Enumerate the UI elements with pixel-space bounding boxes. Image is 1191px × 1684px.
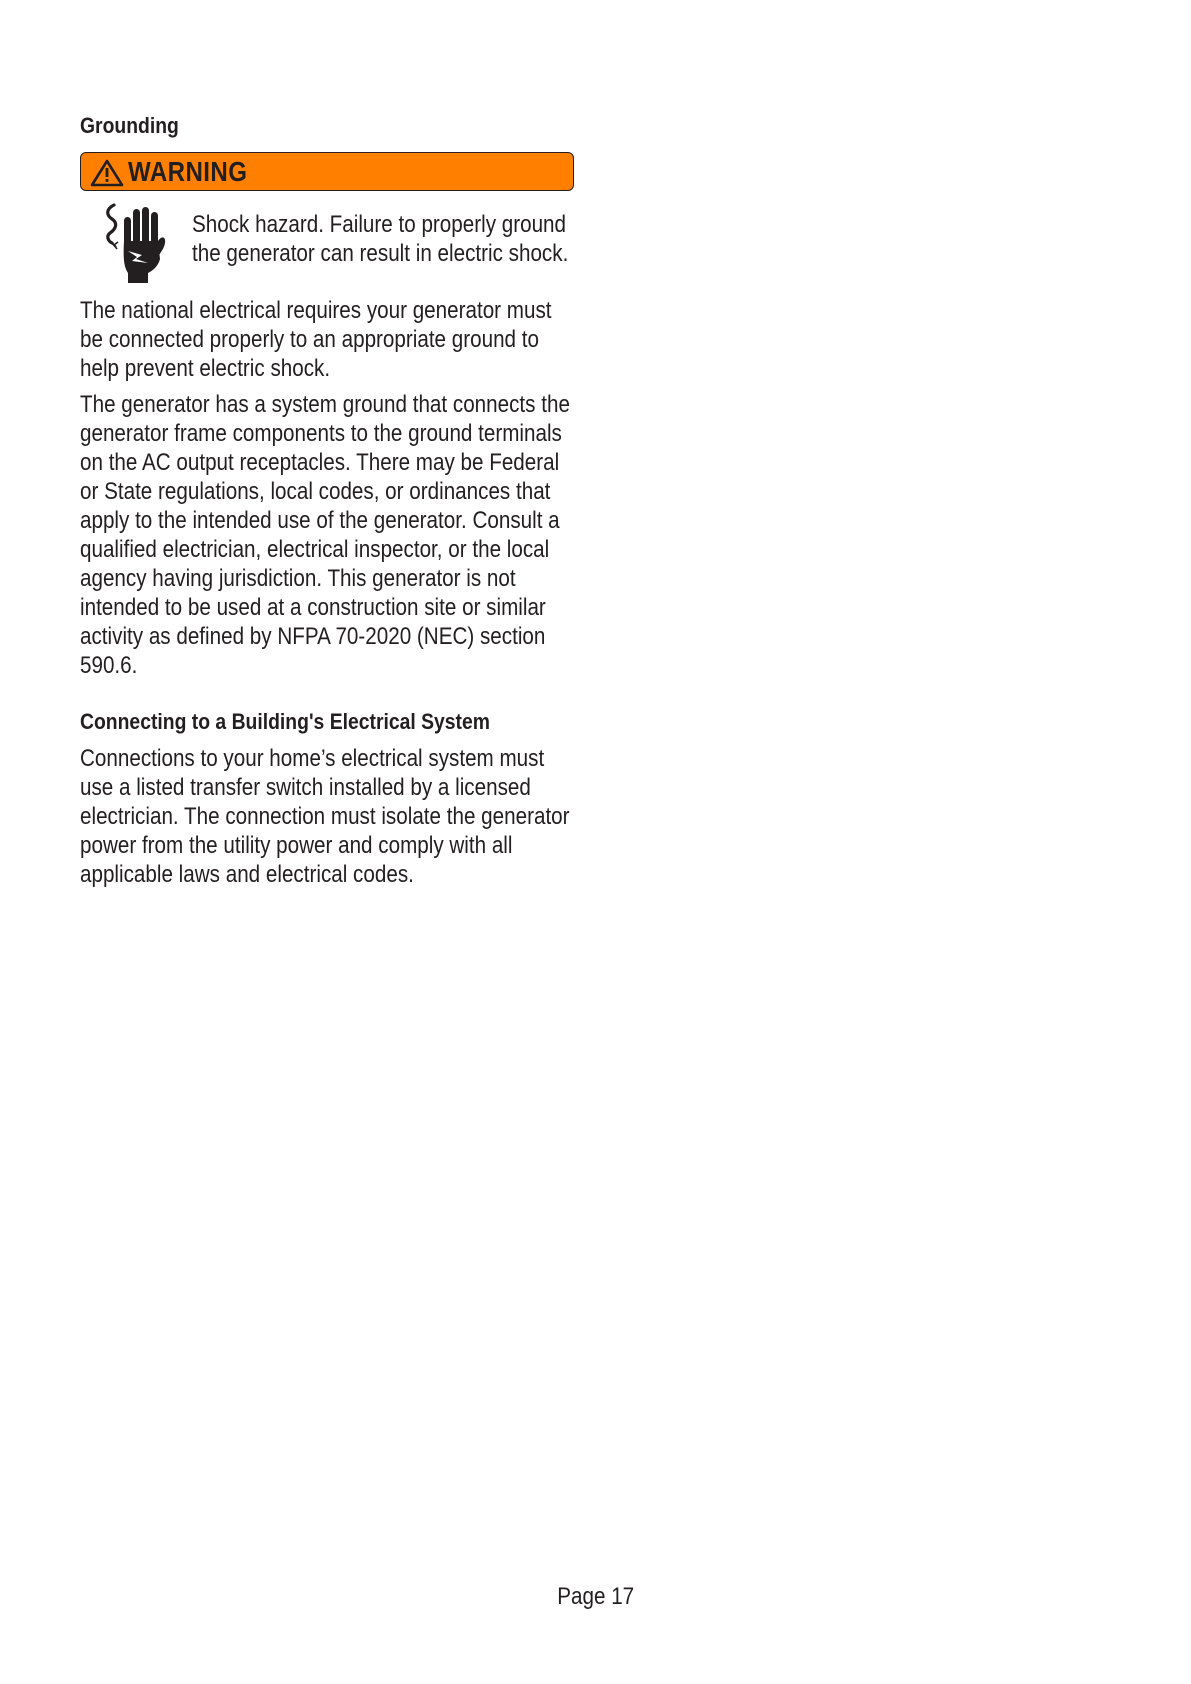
text-line: applicable laws and electrical codes. (80, 861, 414, 888)
warning-label: WARNING (128, 156, 248, 187)
text-line: activity as defined by NFPA 70-2020 (NEC) section (80, 623, 546, 650)
warning-body (80, 191, 574, 281)
text-line: generator frame components to the ground terminals (80, 420, 562, 447)
page-footer (0, 1582, 1191, 1612)
content-column (80, 111, 574, 889)
text-line: be connected properly to an appropriate ground to (80, 326, 539, 353)
warning-text-line: the generator can result in electric shock. (192, 240, 569, 267)
warning-banner (80, 152, 574, 191)
text-line: The national electrical requires your generator must (80, 297, 552, 324)
text-line: use a listed transfer switch installed by a licensed (80, 774, 531, 801)
connecting-paragraph (80, 744, 570, 889)
electric-shock-hand-icon (102, 203, 168, 283)
text-line: agency having jurisdiction. This generator is not (80, 565, 516, 592)
warning-text-line: Shock hazard. Failure to properly ground (192, 211, 567, 238)
page-number: Page 17 (557, 1583, 634, 1610)
text-line: The generator has a system ground that connects the (80, 391, 570, 418)
text-line: help prevent electric shock. (80, 355, 331, 382)
text-line: 590.6. (80, 652, 138, 679)
text-line: intended to be used at a construction site or similar (80, 594, 546, 621)
grounding-paragraph-1 (80, 296, 552, 383)
warning-triangle-icon (90, 159, 124, 187)
connecting-heading: Connecting to a Building's Electrical System (80, 709, 490, 734)
text-line: electrician. The connection must isolate the generator (80, 803, 570, 830)
text-line: power from the utility power and comply with all (80, 832, 513, 859)
text-line: on the AC output receptacles. There may be Federal (80, 449, 560, 476)
text-line: Connections to your home’s electrical system must (80, 745, 545, 772)
text-line: qualified electrician, electrical inspector, or the local (80, 536, 550, 563)
warning-text (192, 210, 569, 268)
text-line: apply to the intended use of the generator. Consult a (80, 507, 560, 534)
text-line: or State regulations, local codes, or ordinances that (80, 478, 551, 505)
grounding-paragraph-2 (80, 390, 570, 680)
grounding-heading: Grounding (80, 113, 179, 138)
